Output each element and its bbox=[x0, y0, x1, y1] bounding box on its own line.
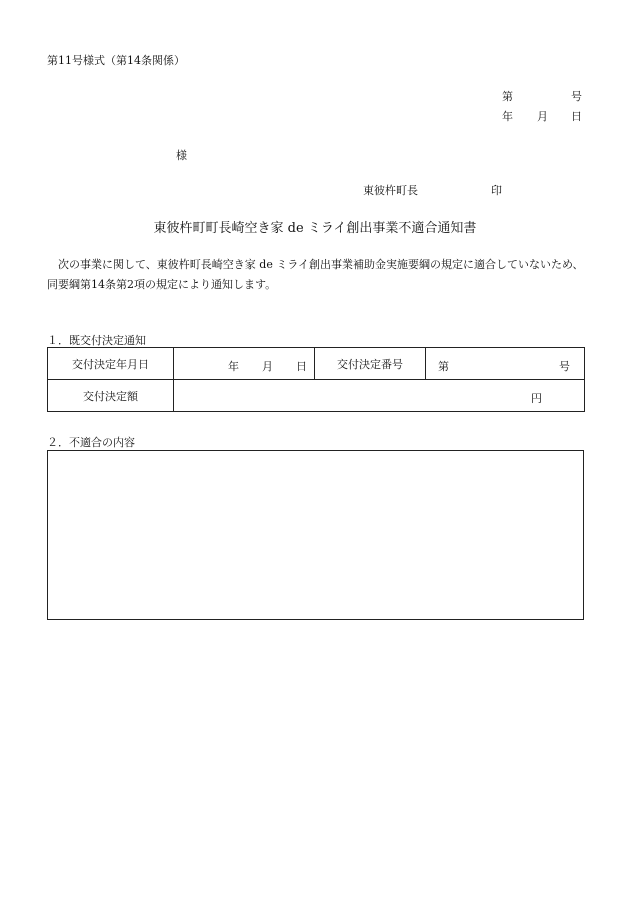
addressee-suffix: 様 bbox=[176, 149, 187, 162]
table-row bbox=[48, 380, 585, 412]
decision-number-field[interactable] bbox=[426, 348, 585, 380]
date-year-label: 年 bbox=[502, 110, 513, 123]
decision-date-year: 年 bbox=[228, 360, 239, 373]
decision-date-month: 月 bbox=[262, 360, 273, 373]
body-text: 次の事業に関して、東彼杵町長崎空き家 de ミライ創出事業補助金実施要綱の規定に適合していないため、同要綱第14条第2項の規定により通知します。 bbox=[47, 258, 584, 291]
document-number-label: 第 bbox=[502, 90, 513, 103]
decision-table bbox=[47, 347, 585, 412]
decision-date-label: 交付決定年月日 bbox=[48, 348, 174, 380]
seal-mark: 印 bbox=[491, 184, 502, 197]
decision-amount-field[interactable] bbox=[174, 380, 585, 412]
decision-number-label: 交付決定番号 bbox=[315, 348, 426, 380]
decision-amount-unit: 円 bbox=[531, 392, 542, 405]
document-title: 東彼杵町町長崎空き家 de ミライ創出事業不適合通知書 bbox=[153, 221, 477, 236]
decision-date-day: 日 bbox=[296, 360, 307, 373]
decision-date-field[interactable] bbox=[174, 348, 315, 380]
section1-heading: １．既交付決定通知 bbox=[47, 334, 146, 347]
document-number-suffix: 号 bbox=[571, 90, 582, 103]
decision-amount-label: 交付決定額 bbox=[48, 380, 174, 412]
date-day-label: 日 bbox=[571, 110, 582, 123]
section2-heading: ２．不適合の内容 bbox=[47, 436, 135, 449]
decision-number-suffix: 号 bbox=[559, 360, 570, 373]
form-number: 第11号様式（第14条関係） bbox=[47, 54, 185, 67]
table-row bbox=[48, 348, 585, 380]
decision-number-prefix: 第 bbox=[438, 360, 449, 373]
sender-name: 東彼杵町長 bbox=[363, 184, 418, 197]
date-month-label: 月 bbox=[537, 110, 548, 123]
nonconformity-content-box[interactable] bbox=[47, 450, 584, 620]
